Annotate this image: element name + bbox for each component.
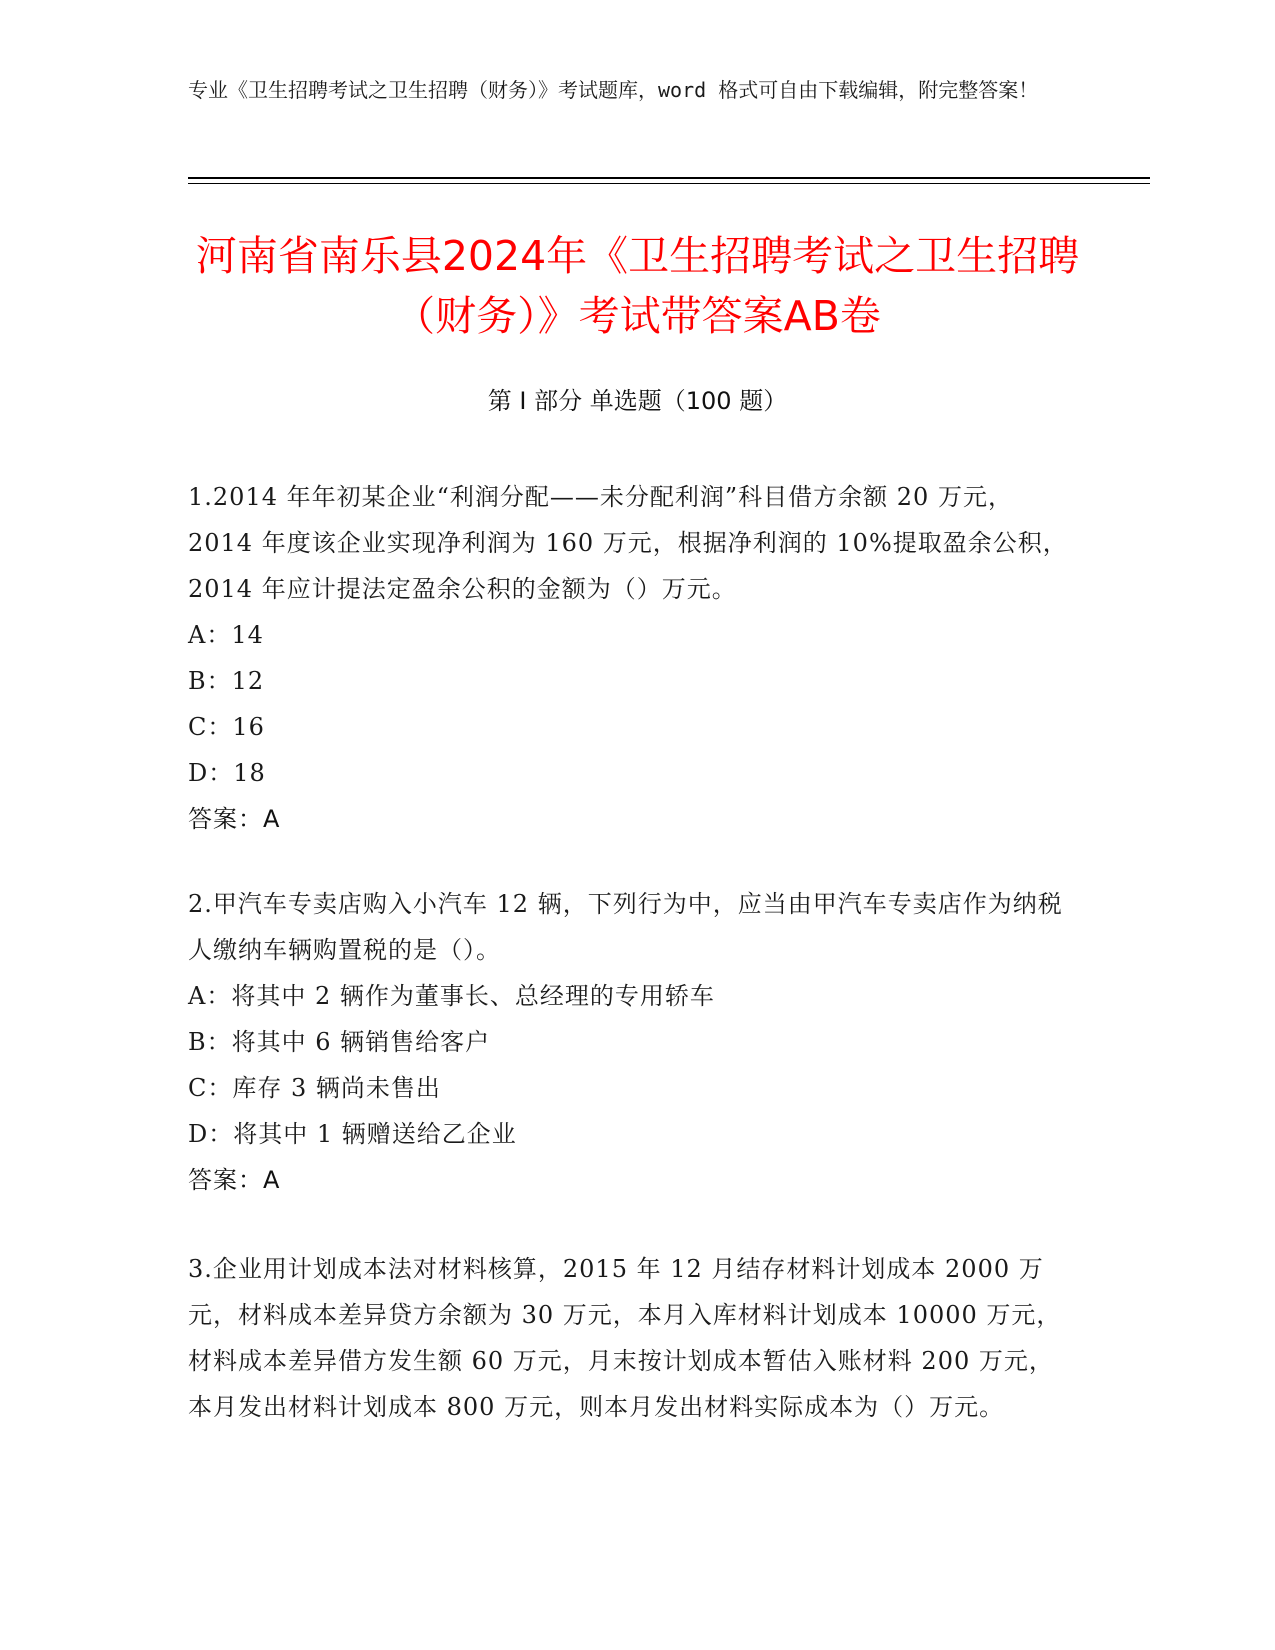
option-d: D：18 (188, 759, 266, 787)
answer-line: 答案：A (188, 1166, 281, 1194)
option-c: C：16 (188, 713, 265, 741)
question-1 (188, 474, 1078, 842)
document-title: 河南省南乐县2024年《卫生招聘考试之卫生招聘（财务）》考试带答案AB卷 (195, 232, 1080, 340)
option-b: B：将其中 6 辆销售给客户 (188, 1028, 491, 1056)
option-c: C：库存 3 辆尚未售出 (188, 1074, 441, 1102)
header-rule-thick (188, 177, 1150, 179)
option-b: B：12 (188, 667, 265, 695)
section-heading: 第 I 部分 单选题（100 题） (487, 387, 788, 415)
answer-line: 答案：A (188, 805, 281, 833)
option-a: A：14 (188, 621, 264, 649)
question-2 (188, 881, 1078, 1203)
option-d: D：将其中 1 辆赠送给乙企业 (188, 1120, 517, 1148)
question-stem: 2.甲汽车专卖店购入小汽车 12 辆，下列行为中，应当由甲汽车专卖店作为纳税人缴纳车辆购置税的是（）。 (188, 890, 1063, 964)
question-stem: 3.企业用计划成本法对材料核算，2015 年 12 月结存材料计划成本 2000 万元，材料成本差异贷方余额为 30 万元，本月入库材料计划成本 10000 万元，材料成本差异借方发生额 60 万元，月末按计划成本暂估入账材料 200 万元，本月发出材料计划成本 800 万元，则本月发出材料实际成本为（）万元。 (188, 1255, 1062, 1421)
header-note: 专业《卫生招聘考试之卫生招聘（财务）》考试题库，word 格式可自由下载编辑，附完整答案！ (188, 78, 1039, 102)
question-stem: 1.2014 年年初某企业“利润分配——未分配利润”科目借方余额 20 万元，2014 年度该企业实现净利润为 160 万元，根据净利润的 10%提取盈余公积，2014 年应计提法定盈余公积的金额为（）万元。 (188, 483, 1068, 603)
header-rule-thin (188, 183, 1150, 184)
option-a: A：将其中 2 辆作为董事长、总经理的专用轿车 (188, 982, 715, 1010)
question-3 (188, 1246, 1078, 1430)
